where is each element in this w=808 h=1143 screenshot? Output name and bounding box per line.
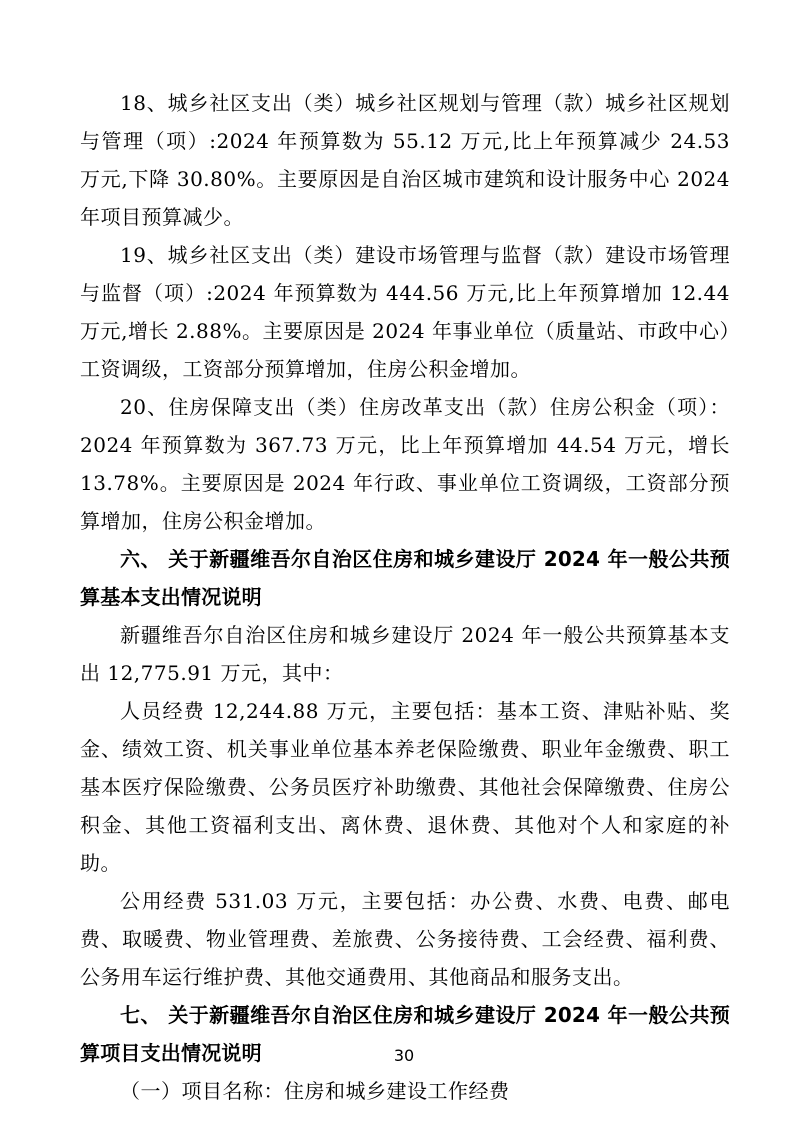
section-heading-7: 七、 关于新疆维吾尔自治区住房和城乡建设厅 2024 年一般公共预算项目支出情况说明 xyxy=(80,1003,730,1065)
document-body xyxy=(80,84,730,1110)
paragraph-item-19: 19、城乡社区支出（类）建设市场管理与监督（款）建设市场管理与监督（项）:2024 年预算数为 444.56 万元,比上年预算增加 12.44 万元,增长 2.88%。主要原因是 2024 年事业单位（质量站、市政中心）工资调级，工资部分预算增加，住房公积金增加。 xyxy=(80,243,730,381)
paragraph-personnel-expense: 人员经费 12,244.88 万元，主要包括：基本工资、津贴补贴、奖金、绩效工资、机关事业单位基本养老保险缴费、职业年金缴费、职工基本医疗保险缴费、公务员医疗补助缴费、其他社会保障缴费、住房公积金、其他工资福利支出、离休费、退休费、其他对个人和家庭的补助。 xyxy=(80,699,730,875)
paragraph-item-18: 18、城乡社区支出（类）城乡社区规划与管理（款）城乡社区规划与管理（项）:2024 年预算数为 55.12 万元,比上年预算减少 24.53 万元,下降 30.80%。主要原因是自治区城市建筑和设计服务中心 2024 年项目预算减少。 xyxy=(80,91,730,229)
paragraph-public-expense: 公用经费 531.03 万元，主要包括：办公费、水费、电费、邮电费、取暖费、物业管理费、差旅费、公务接待费、工会经费、福利费、公务用车运行维护费、其他交通费用、其他商品和服务支出。 xyxy=(80,889,730,989)
paragraph-project-name: （一）项目名称：住房和城乡建设工作经费 xyxy=(120,1079,510,1103)
page-number: 30 xyxy=(393,1046,415,1065)
paragraph-item-20: 20、住房保障支出（类）住房改革支出（款）住房公积金（项）：2024 年预算数为 367.73 万元，比上年预算增加 44.54 万元，增长 13.78%。主要原因是 2024 年行政、事业单位工资调级，工资部分预算增加，住房公积金增加。 xyxy=(80,395,730,533)
paragraph-basic-expense-total: 新疆维吾尔自治区住房和城乡建设厅 2024 年一般公共预算基本支出 12,775.91 万元，其中： xyxy=(80,623,730,685)
section-heading-6: 六、 关于新疆维吾尔自治区住房和城乡建设厅 2024 年一般公共预算基本支出情况说明 xyxy=(80,547,730,609)
